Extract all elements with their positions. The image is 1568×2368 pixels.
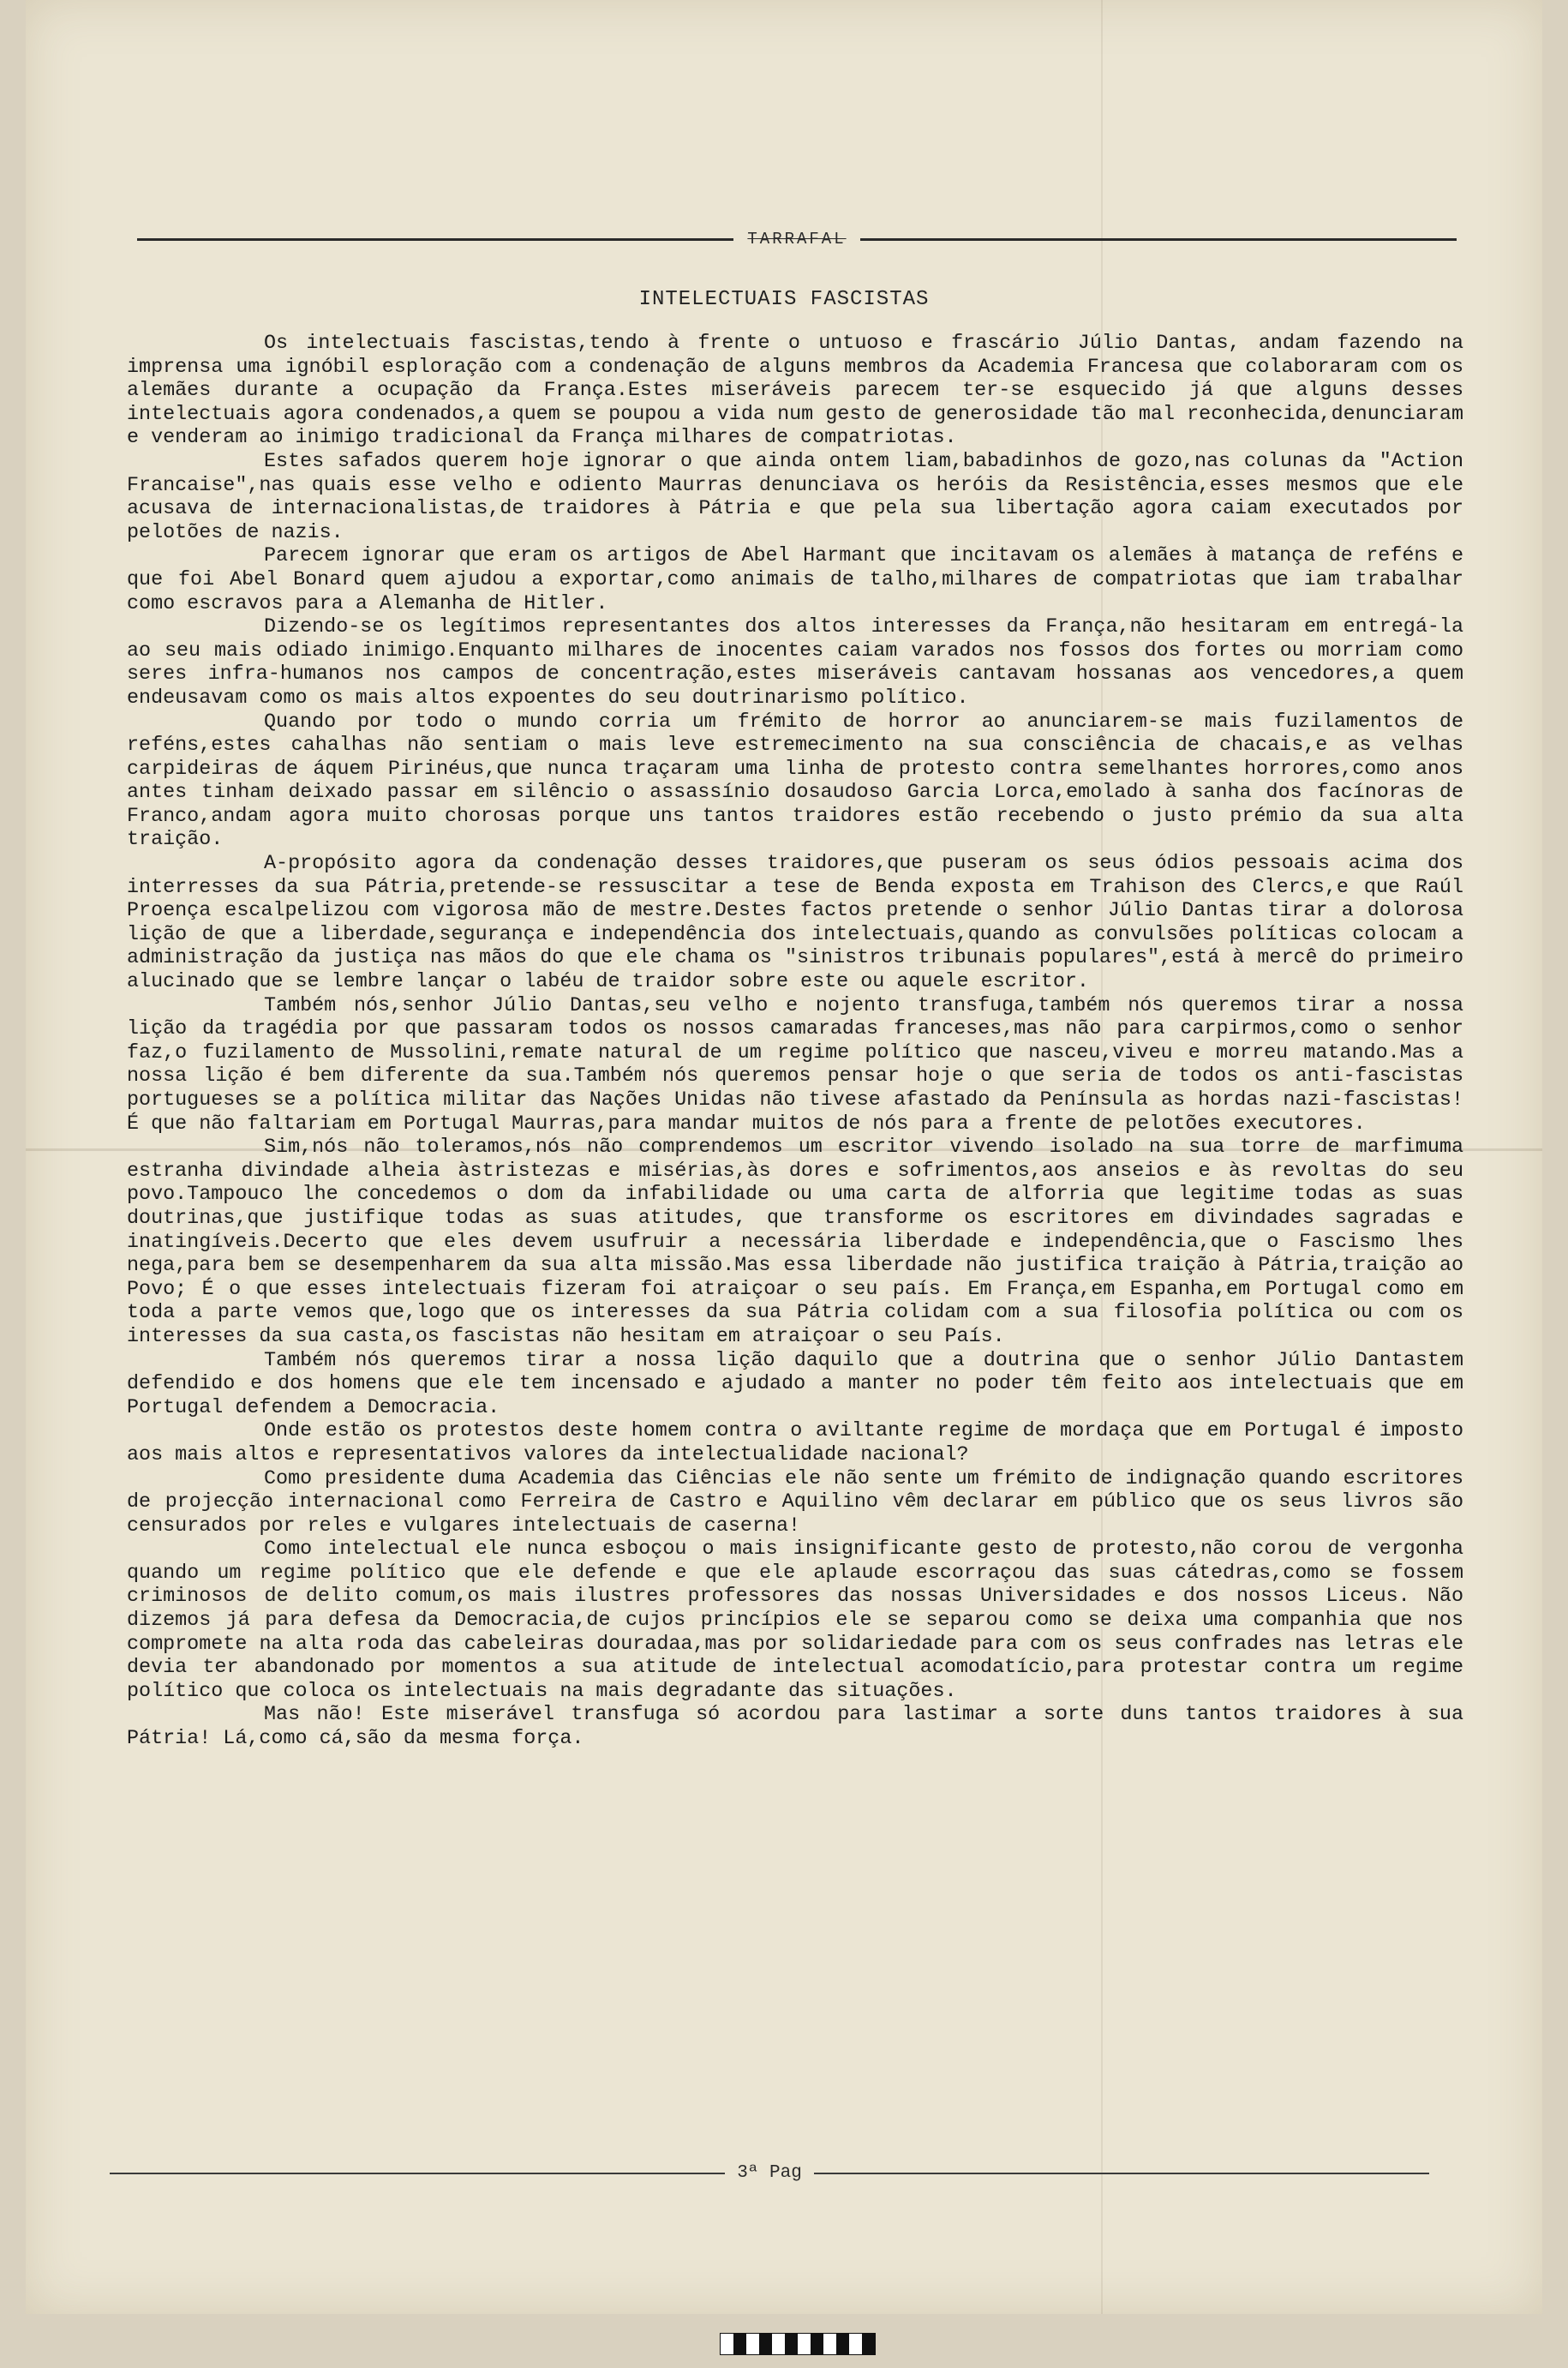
footer-line-left <box>110 2173 725 2174</box>
paragraph: Dizendo-se os legítimos representantes dos altos interesses da França,não hesitaram em entregá-la ao seu mais odiado inimigo.Enquanto milhares de inocentes caiam varados nos fossos dos fortes ou morriam como seres infra-humanos nos campos de concentração,estes miseráveis cantavam hossanas aos vencedores,a quem endeusavam como os mais altos expoentes do seu doutrinarismo político. <box>127 616 1463 710</box>
page-footer <box>110 2163 1429 2183</box>
masthead-text: TARRAFAL <box>747 230 847 249</box>
article-title: INTELECTUAIS FASCISTAS <box>638 288 930 311</box>
paragraph: Onde estão os protestos deste homem contra o aviltante regime de mordaça que em Portugal é imposto aos mais altos e representativos valores da intelectualidade nacional? <box>127 1420 1463 1466</box>
paragraph: Como intelectual ele nunca esboçou o mais insignificante gesto de protesto,não corou de vergonha quando um regime político que ele defende e que ele aplaude escorraçou das suas cátedras,como se fossem criminosos de delito comum,os mais ilustres professores das nossas Universidades e dos nossos Liceus. Não dizemos já para defesa da Democracia,de cujos princípios ele se separou como se deixa uma companhia que nos compromete na alta roda das cabeleiras douradaa,mas por solidariedade para com os seus confrades nas letras ele devia ter abandonado por momentos a sua atitude de intelectual acomodatício,para protestar contra um regime político que coloca os intelectuais na mais degradante das situações. <box>127 1538 1463 1703</box>
paragraph: Mas não! Este miserável transfuga só acordou para lastimar a sorte duns tantos traidores à sua Pátria! Lá,como cá,são da mesma força. <box>127 1704 1463 1751</box>
paragraph: A-propósito agora da condenação desses traidores,que puseram os seus ódios pessoais acima dos interresses da sua Pátria,pretende-se ressuscitar a tese de Benda exposta em Trahison des Clercs,e que Raúl Proença escalpelizou com vigorosa mão de mestre.Destes factos pretende o senhor Júlio Dantas tirar a dolorosa lição de que a liberdade,segurança e independência dos intelectuais,quando as convulsões políticas colocam a administração da justiça nas mãos do que ele chama os "sinistros tribunais populares",está à mercê do primeiro alucinado que se lembre lançar o labéu de traidor sobre este ou aquele escritor. <box>127 853 1463 994</box>
masthead-rule <box>137 230 1457 249</box>
paragraph: Como presidente duma Academia das Ciências ele não sente um frémito de indignação quando escritores de projecção internacional como Ferreira de Castro e Aquilino vêm declarar em público que os seus livros são censurados por reles e vulgares intelectuais de caserna! <box>127 1467 1463 1538</box>
footer-line-right <box>814 2173 1429 2174</box>
article-body <box>127 333 1463 1752</box>
paragraph: Também nós,senhor Júlio Dantas,seu velho e nojento transfuga,também nós queremos tirar a nossa lição da tragédia por que passaram todos os nossos camaradas franceses,mas não para carpirmos,como o senhor faz,o fuzilamento de Mussolini,remate natural de um regime político que nasceu,viveu e morreu matando.Mas a nossa lição é bem diferente da sua.Também nós queremos pensar hoje o que seria de todos os anti-fascistas portugueses se a política militar das Nações Unidas não tivese afastado da Península as hordas nazi-fascistas! É que não faltariam em Portugal Maurras,para mandar muitos de nós para a frente de pelotões executores. <box>127 994 1463 1136</box>
page-number: 3ª Pag <box>737 2163 802 2183</box>
masthead-line-right <box>860 238 1457 241</box>
paragraph: Parecem ignorar que eram os artigos de Abel Harmant que incitavam os alemães à matança de reféns e que foi Abel Bonard quem ajudou a exportar,como animais de talho,milhares de compatriotas que iam trabalhar como escravos para a Alemanha de Hitler. <box>127 545 1463 615</box>
scale-ruler <box>720 2333 876 2355</box>
paragraph: Estes safados querem hoje ignorar o que ainda ontem liam,babadinhos de gozo,nas colunas da "Action Francaise",nas quais esse velho e odiento Maurras denunciava os heróis da Resistência,esses mesmos que ele acusava de internacionalistas,de traidores à Pátria e que pela sua libertação agora caiam executados por pelotões de nazis. <box>127 450 1463 544</box>
paragraph: Os intelectuais fascistas,tendo à frente o untuoso e frascário Júlio Dantas, andam fazendo na imprensa uma ignóbil esploração com a condenação de alguns membros da Academia Francesa que colaboraram com os alemães durante a ocupação da França.Estes miseráveis parecem ter-se esquecido já que alguns desses intelectuais agora condenados,a quem se poupou a vida num gesto de generosidade tão mal reconhecida,denunciaram e venderam ao inimigo tradicional da França milhares de compatriotas. <box>127 333 1463 450</box>
document-page <box>26 0 1542 2314</box>
paragraph: Também nós queremos tirar a nossa lição daquilo que a doutrina que o senhor Júlio Dantastem defendido e dos homens que ele tem incensado e ajudado a manter no poder têm feito aos intelectuais que em Portugal defendem a Democracia. <box>127 1349 1463 1419</box>
masthead-line-left <box>137 238 733 241</box>
paragraph: Sim,nós não toleramos,nós não comprendemos um escritor vivendo isolado na sua torre de marfimuma estranha divindade alheia àstristezas e misérias,às dores e sofrimentos,aos anseios e às revoltas do seu povo.Tampouco lhe concedemos o dom da infabilidade ou uma carta de alforria que legitime todas as suas doutrinas,que justifique todas as suas atitudes, que transforme os escritores em divindades sagradas e inatingíveis.Decerto que eles devem usufruir a necessária liberdade e independência,que o Fascismo lhes nega,para bem se desempenharem da sua alta missão.Mas essa liberdade não justifica traição à Pátria,traição ao Povo; É o que esses intelectuais fizeram foi atraiçoar o seu país. Em França,em Espanha,em Portugal como em toda a parte vemos que,logo que os interesses da sua Pátria colidam com a sua filosofia política ou com os interesses da sua casta,os fascistas não hesitam em atraiçoar o seu País. <box>127 1136 1463 1348</box>
paragraph: Quando por todo o mundo corria um frémito de horror ao anunciarem-se mais fuzilamentos de reféns,estes cahalhas não sentiam o mais leve estremecimento na sua consciência de chacais,e as velhas carpideiras de áquem Pirinéus,que nunca traçaram uma linha de protesto contra semelhantes horrores,como anos antes tinham deixado passar em silêncio o assassínio dosaudoso Garcia Lorca,emolado à sanha dos facínoras de Franco,andam agora muito chorosas porque uns tantos traidores estão recebendo o justo prémio da sua alta traição. <box>127 710 1463 852</box>
